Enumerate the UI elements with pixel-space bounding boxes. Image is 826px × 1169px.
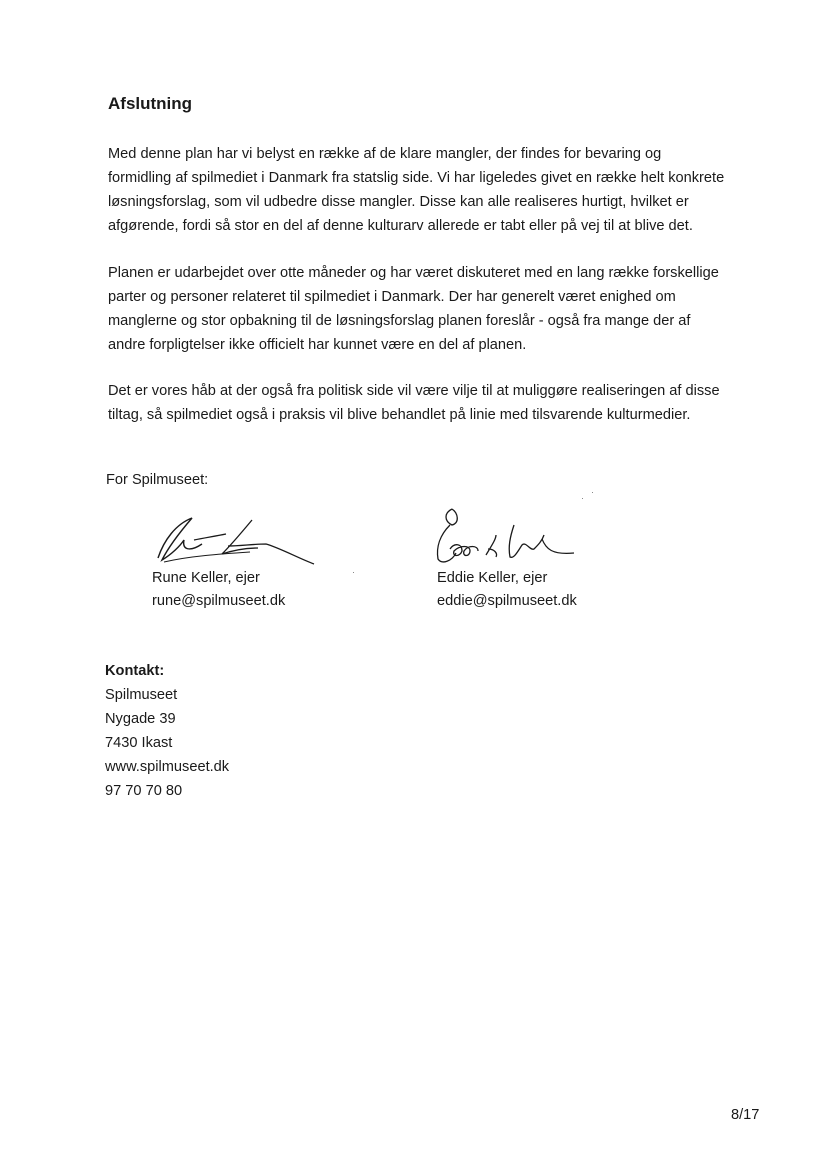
paragraph-line: Det er vores håb at der også fra politisk side vil være vilje til at muliggøre realiseringen af disse — [108, 383, 720, 399]
section-heading: Afslutning — [108, 94, 193, 113]
signatory-email: rune@spilmuseet.dk — [152, 593, 286, 609]
signature-intro: For Spilmuseet: — [106, 472, 209, 488]
contact-line: Nygade 39 — [105, 711, 176, 727]
contact-line: 97 70 70 80 — [105, 783, 183, 799]
signatory-name-title: Rune Keller, ejer — [152, 570, 260, 586]
paragraph-line: manglerne og stor opbakning til de løsningsforslag planen foreslår - også fra mange der af — [108, 313, 691, 329]
paragraph-line: parter og personer relateret til spilmediet i Danmark. Der har generelt været enighed om — [108, 289, 676, 305]
paragraph-line: Planen er udarbejdet over otte måneder og har været diskuteret med en lang række forskellige — [108, 265, 719, 281]
signature-eddie — [430, 505, 580, 575]
paragraph-2 — [108, 261, 788, 357]
contact-label: Kontakt: — [105, 663, 165, 679]
paragraph-line: afgørende, fordi så stor en del af denne kulturarv allerede er tabt eller på vej til at blive det. — [108, 218, 693, 234]
signatory-email: eddie@spilmuseet.dk — [437, 593, 577, 609]
contact-line: 7430 Ikast — [105, 735, 173, 751]
contact-line: Spilmuseet — [105, 687, 178, 703]
signatory-rune — [152, 567, 285, 613]
paragraph-3 — [108, 379, 788, 427]
paragraph-1 — [108, 142, 788, 238]
paragraph-line: tiltag, så spilmediet også i praksis vil blive behandlet på linie med tilsvarende kulturmedier. — [108, 407, 691, 423]
contact-block — [105, 659, 229, 803]
paragraph-line: løsningsforslag, som vil udbedre disse mangler. Disse kan alle realiseres hurtigt, hvilket er — [108, 194, 689, 210]
contact-line: www.spilmuseet.dk — [105, 759, 230, 775]
paragraph-line: formidling af spilmediet i Danmark fra statslig side. Vi har ligeledes givet en række helt konkrete — [108, 170, 725, 186]
page-number: 8/17 — [731, 1107, 760, 1123]
paragraph-line: andre forpligtelser ikke officielt har kunnet være en del af planen. — [108, 337, 527, 353]
paragraph-line: Med denne plan har vi belyst en række af de klare mangler, der findes for bevaring og — [108, 146, 662, 162]
signatory-eddie — [437, 567, 577, 613]
signatory-name-title: Eddie Keller, ejer — [437, 570, 548, 586]
